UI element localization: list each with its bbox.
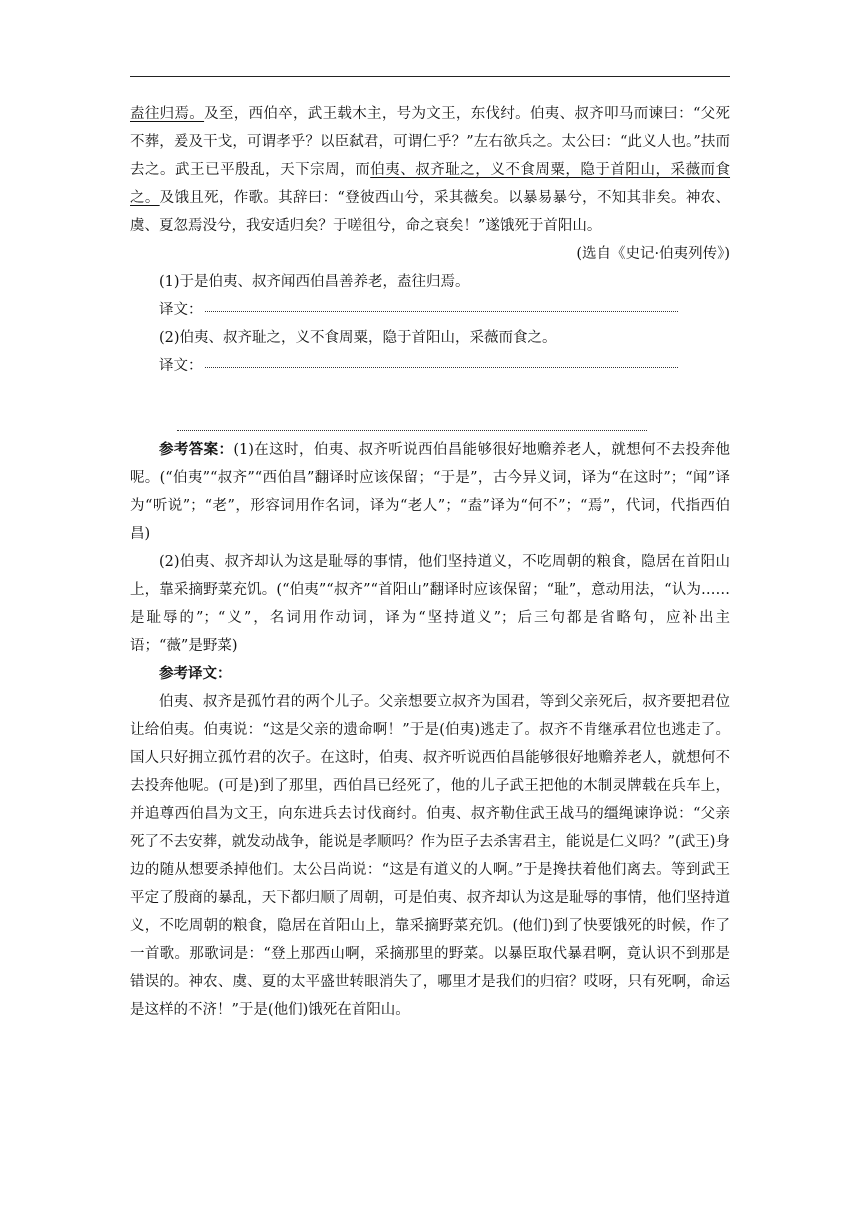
question-1: (1)于是伯夷、叔齐闻西伯昌善养老，盍往归焉。 [159,274,470,290]
source-citation: (选自《史记·伯夷列传》) [576,246,730,262]
spacer [130,380,730,408]
dotted-answer-line [177,430,647,431]
header-rule [130,76,730,77]
answer-2 [130,548,730,660]
underlined-sentence-2: 伯夷、叔齐耻之，义不食周粟，隐于首阳山，采薇而食之。 [130,162,731,206]
answer-2-note: (“伯夷”“叔齐”“首阳山”翻译时应该保留；“耻”，意动用法，“认为……是耻辱的”；“义”，名词用作动词，译为“坚持道义”；后三句都是省略句，应补出主语；“薇”是野菜) [130,582,730,654]
translation-heading: 参考译文： [159,665,232,682]
dotted-answer-line [205,311,678,312]
answer-line-2 [130,352,730,380]
question-2: (2)伯夷、叔齐耻之，义不食周粟，隐于首阳山，采薇而食之。 [159,330,557,346]
dotted-answer-line [205,367,678,368]
answer-1-translation: (1)在这时，伯夷、叔齐听说西伯昌能够很好地赡养老人，就想何不去投奔他呢。 [130,442,730,486]
passage-segment: 及至，西伯卒，武王载木主，号为文王，东伐纣。伯夷、叔齐叩马而谏曰：“父死不葬，爰及干戈，可谓孝乎？以臣弑君，可谓仁乎？”左右欲兵之。太公曰：“此义人也。”扶而去之。武王已平殷乱，天下宗周，而 [130,106,730,178]
underlined-sentence-1: 盍往归焉。 [130,106,205,122]
answer-heading: 参考答案： [159,441,234,458]
answer-line-1 [130,296,730,324]
passage-segment: 及饿且死，作歌。其辞曰：“登彼西山兮，采其薇矣。以暴易暴兮，不知其非矣。神农、虞、夏忽焉没兮，我安适归矣？于嗟徂兮，命之衰矣！”遂饿死于首阳山。 [130,190,730,234]
passage-text [130,100,730,240]
translation-label: 译文： [159,358,203,374]
answer-2-translation: (2)伯夷、叔齐却认为这是耻辱的事情，他们坚持道义，不吃周朝的粮食，隐居在首阳山上，靠采摘野菜充饥。 [130,554,730,598]
document-body [130,100,730,1024]
translation-text: 伯夷、叔齐是孤竹君的两个儿子。父亲想要立叔齐为国君，等到父亲死后，叔齐要把君位让给伯夷。伯夷说：“这是父亲的遗命啊！”于是(伯夷)逃走了。叔齐不肯继承君位也逃走了。国人只好拥立孤竹君的次子。在这时，伯夷、叔齐听说西伯昌能够很好地赡养老人，就想何不去投奔他呢。(可是)到了那里，西伯昌已经死了，他的儿子武王把他的木制灵牌载在兵车上，并追尊西伯昌为文王，向东进兵去讨伐商纣。伯夷、叔齐勒住武王战马的缰绳谏诤说：“父亲死了不去安葬，就发动战争，能说是孝顺吗？作为臣子去杀害君主，能说是仁义吗？”(武王)身边的随从想要杀掉他们。太公吕尚说：“这是有道义的人啊。”于是搀扶着他们离去。等到武王平定了殷商的暴乱，天下都归顺了周朝，可是伯夷、叔齐却认为这是耻辱的事情，他们坚持道义，不吃周朝的粮食，隐居在首阳山上，靠采摘野菜充饥。(他们)到了快要饿死的时候，作了一首歌。那歌词是：“登上那西山啊，采摘那里的野菜。以暴臣取代暴君啊，竟认识不到那是错误的。神农、虞、夏的太平盛世转眼消失了，哪里才是我们的归宿？哎呀，只有死啊，命运是这样的不济！”于是(他们)饿死在首阳山。 [130,694,730,1018]
translation-label: 译文： [159,302,203,318]
answer-line-2b [130,408,730,436]
answer-1-note: (“伯夷”“叔齐”“西伯昌”翻译时应该保留；“于是”，古今异义词，译为“在这时”；“闻”译为“听说”；“老”，形容词用作名词，译为“老人”；“盍”译为“何不”；“焉”，代词，代指西伯昌) [130,470,731,542]
answer-1 [130,436,730,548]
